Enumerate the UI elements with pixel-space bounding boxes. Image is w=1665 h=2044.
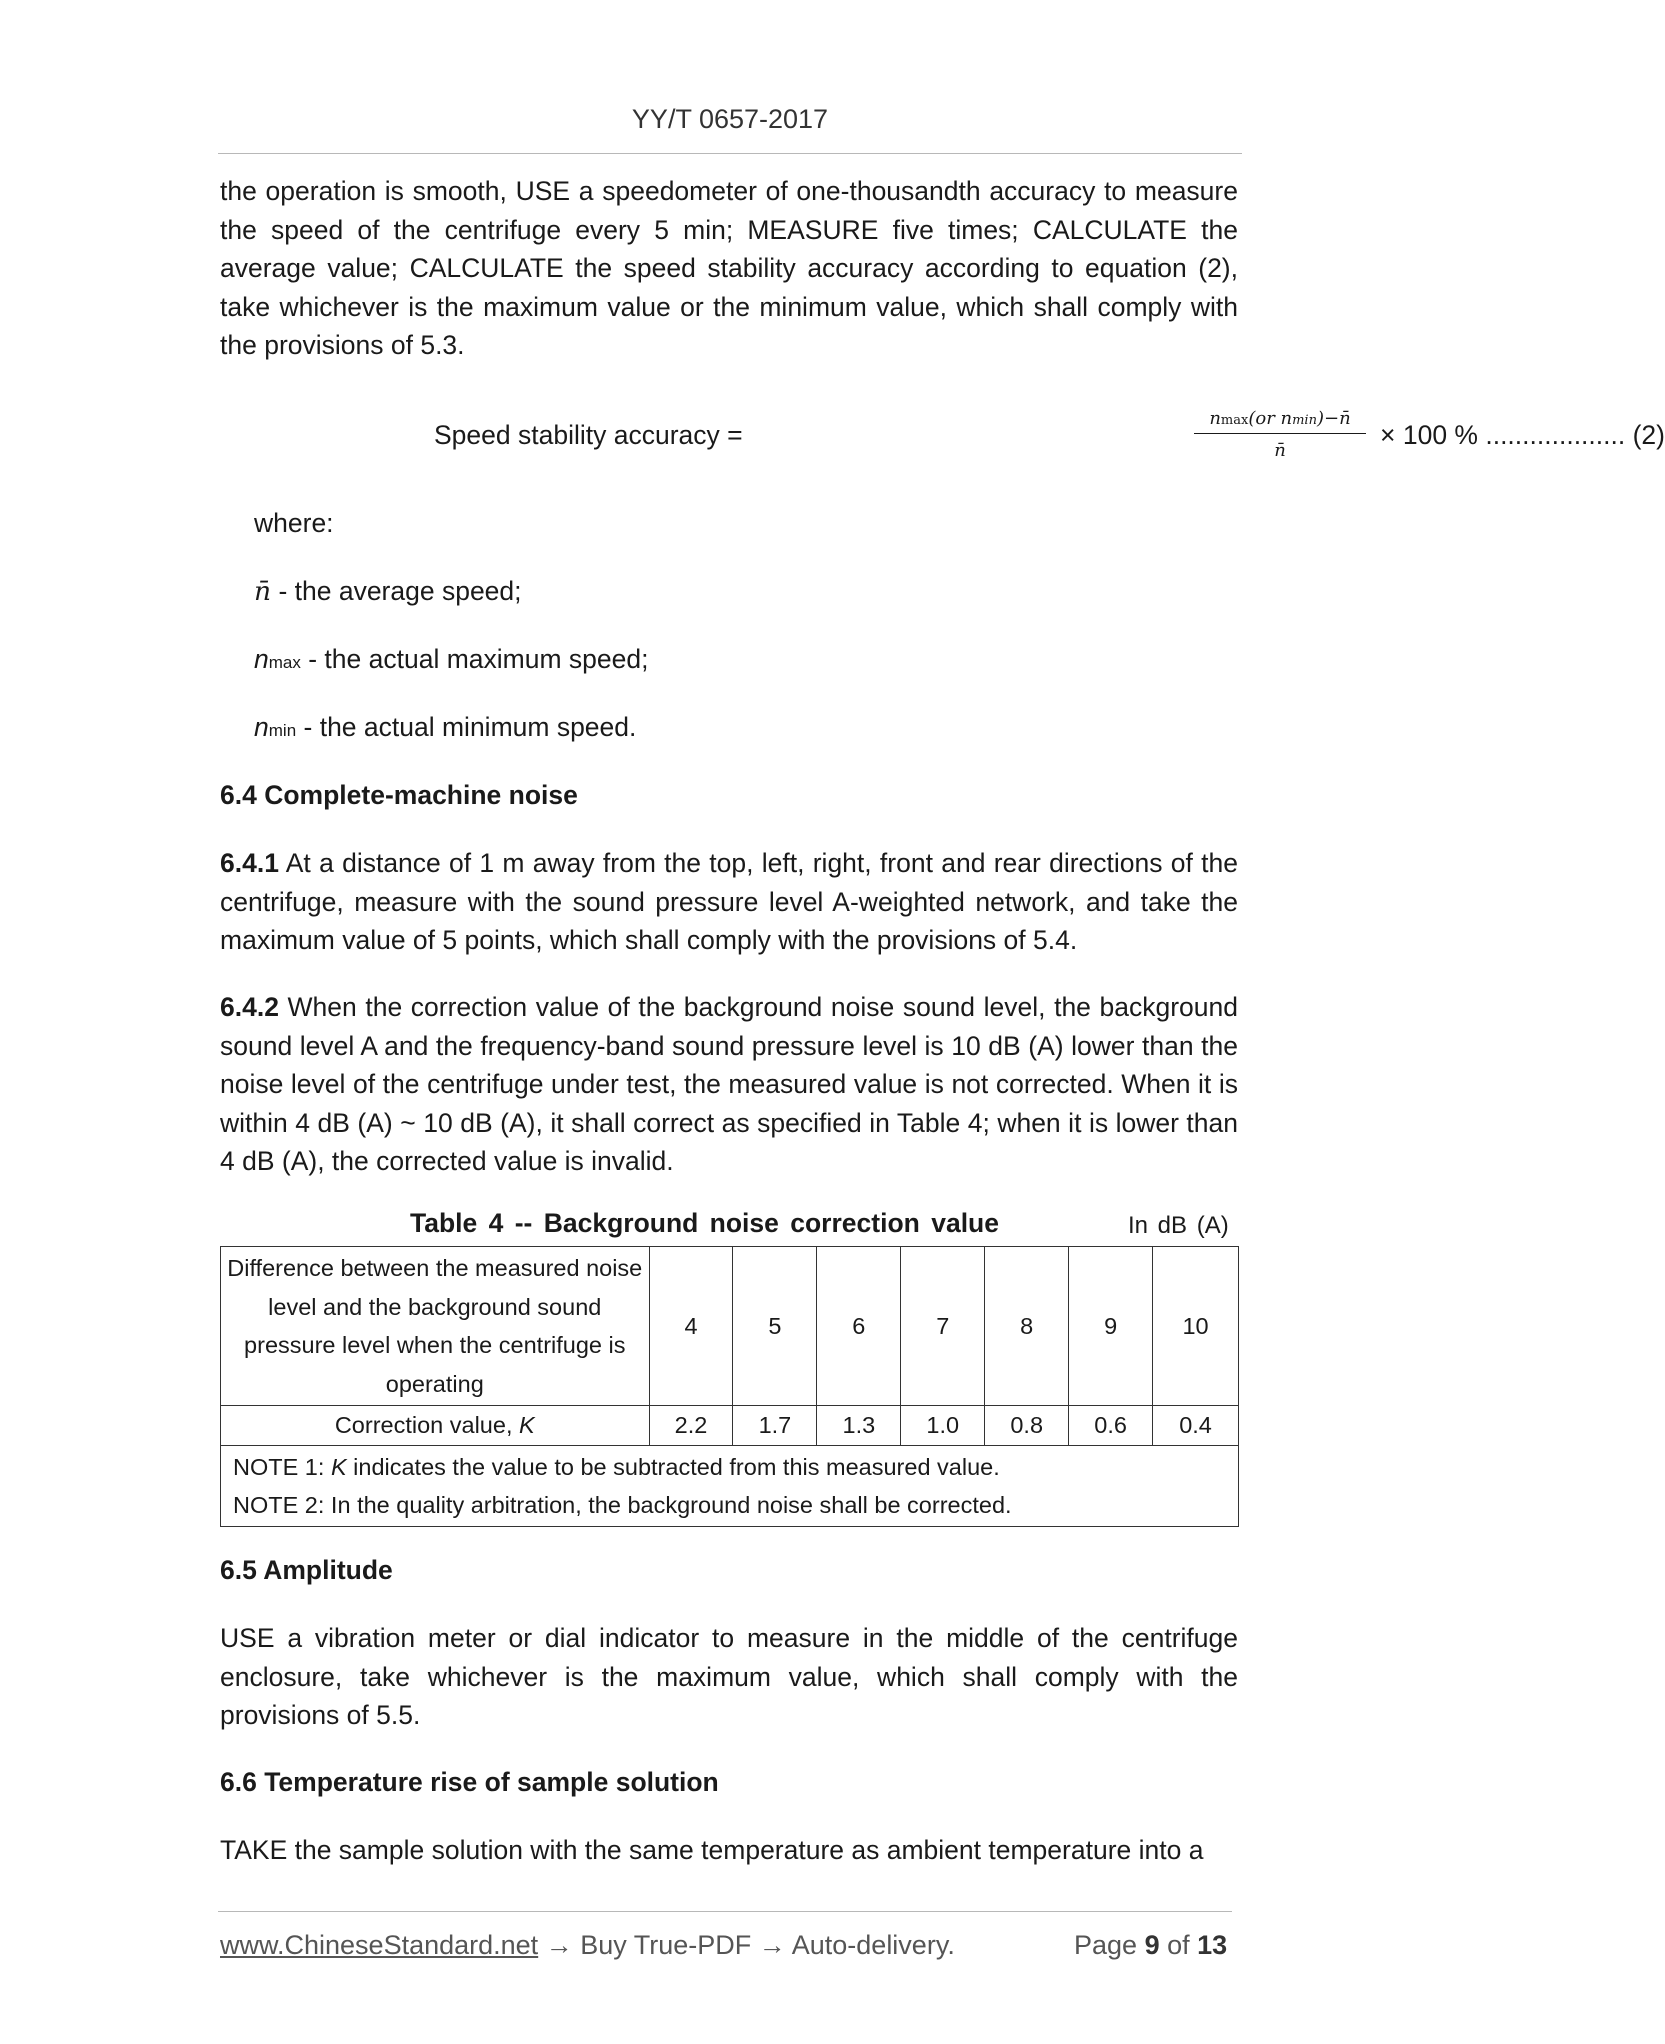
- table-cell: 1.3: [817, 1406, 901, 1446]
- table-cell: 2.2: [649, 1406, 733, 1446]
- numerator-subscript-2: min: [1292, 413, 1317, 428]
- where-item-text: - the actual maximum speed;: [300, 644, 649, 674]
- equation-label: Speed stability accuracy =: [434, 420, 743, 450]
- where-item-max: [254, 644, 648, 675]
- where-label: where:: [254, 508, 334, 538]
- table-cell: 5: [733, 1247, 817, 1406]
- where-item-text: - the actual minimum speed.: [296, 712, 637, 742]
- symbol-n: n: [254, 644, 269, 674]
- where-item-average: [254, 576, 522, 607]
- symbol-n: n: [254, 712, 269, 742]
- header-divider: [218, 153, 1242, 154]
- section-6-5-text: [220, 1619, 1238, 1735]
- section-6-4-title: 6.4 Complete-machine noise: [220, 780, 578, 810]
- row-header-difference: Difference between the measured noise level and the background sound pressure level when the centrifuge is operating: [221, 1247, 650, 1406]
- table-cell: 0.4: [1153, 1406, 1239, 1446]
- note-text: indicates the value to be subtracted from this measured value.: [346, 1454, 1000, 1480]
- paragraph-text: USE a vibration meter or dial indicator to measure in the middle of the centrifuge enclosure, take whichever is the maximum value, which shall comply with the provisions of 5.5.: [220, 1623, 1238, 1730]
- equation-fraction: [1194, 408, 1366, 461]
- table-cell: 9: [1069, 1247, 1153, 1406]
- numerator-symbol: n: [1209, 408, 1221, 429]
- clause-text: When the correction value of the background noise sound level, the background sound level A and the frequency-band sound pressure level is 10 dB (A) lower than the noise level of the centrifuge under test, the measured value is not corrected. When it is within 4 dB (A) ~ 10 dB (A), it shall correct as specified in Table 4; when it is lower than 4 dB (A), the corrected value is invalid.: [220, 992, 1238, 1176]
- table-row: [221, 1247, 1239, 1406]
- page-total: 13: [1197, 1930, 1228, 1960]
- clause-number: 6.4.1: [220, 848, 279, 878]
- table-cell: 8: [985, 1247, 1069, 1406]
- numerator-tail: )−n̄: [1316, 408, 1351, 429]
- note-prefix: NOTE 1:: [233, 1454, 331, 1480]
- where-item-min: [254, 712, 636, 743]
- footer-links: [220, 1930, 955, 1961]
- row-header-text: Correction value,: [334, 1412, 519, 1438]
- table-note-1: [233, 1448, 1226, 1486]
- note-symbol: K: [330, 1454, 347, 1480]
- table-row: [221, 1446, 1239, 1527]
- row-header-correction: [221, 1406, 650, 1446]
- speed-stability-equation: [434, 408, 1665, 468]
- table-cell: 4: [649, 1247, 733, 1406]
- clause-number: 6.4.2: [220, 992, 279, 1022]
- footer-divider: [218, 1911, 1232, 1912]
- clause-text: At a distance of 1 m away from the top, left, right, front and rear directions of the centrifuge, measure with the sound pressure level A-weighted network, and take the maximum value of 5 points, which shall comply with the provisions of 5.4.: [220, 848, 1238, 955]
- table-cell: 1.0: [901, 1406, 985, 1446]
- table-note-2: NOTE 2: In the quality arbitration, the background noise shall be corrected.: [233, 1492, 1012, 1518]
- symbol-n-bar: n̄: [254, 576, 272, 607]
- footer-tagline: → Buy True-PDF → Auto-delivery.: [538, 1930, 955, 1960]
- table-cell: 10: [1153, 1247, 1239, 1406]
- where-item-text: - the average speed;: [271, 576, 522, 606]
- page-of: of: [1159, 1930, 1198, 1960]
- equation-numerator: [1194, 408, 1366, 434]
- table-4-unit: In dB (A): [1128, 1212, 1229, 1239]
- table-cell: 6: [817, 1247, 901, 1406]
- page-current: 9: [1144, 1930, 1160, 1960]
- numerator-subscript: max: [1220, 413, 1249, 428]
- intro-paragraph: [220, 172, 1238, 365]
- chinesestandard-link[interactable]: www.ChineseStandard.net: [220, 1930, 539, 1960]
- document-code-header: YY/T 0657-2017: [631, 104, 829, 134]
- row-header-symbol: K: [519, 1412, 535, 1438]
- table-4-caption: Table 4 -- Background noise correction value: [410, 1208, 999, 1238]
- table-cell: 0.6: [1069, 1406, 1153, 1446]
- table-cell: 0.8: [985, 1406, 1069, 1446]
- symbol-subscript: min: [268, 721, 297, 740]
- table-cell: 1.7: [733, 1406, 817, 1446]
- table-row: [221, 1406, 1239, 1446]
- intro-paragraph-text: the operation is smooth, USE a speedometer of one-thousandth accuracy to measure the speed of the centrifuge every 5 min; MEASURE five times; CALCULATE the average value; CALCULATE the speed stability accuracy according to equation (2), take whichever is the maximum value or the minimum value, which shall comply with the provisions of 5.3.: [220, 176, 1238, 360]
- symbol-subscript: max: [268, 653, 301, 672]
- table-cell: 7: [901, 1247, 985, 1406]
- section-6-4-2: [220, 988, 1238, 1181]
- paragraph-text: TAKE the sample solution with the same temperature as ambient temperature into a: [220, 1835, 1204, 1865]
- table-4: [220, 1246, 1239, 1527]
- page-label: Page: [1074, 1930, 1145, 1960]
- section-6-6-title: 6.6 Temperature rise of sample solution: [220, 1767, 719, 1797]
- section-6-5-title: 6.5 Amplitude: [220, 1555, 393, 1585]
- equation-denominator: n̄: [1274, 440, 1286, 461]
- section-6-4-1: [220, 844, 1238, 960]
- table-notes: [221, 1446, 1239, 1527]
- page-number: [1074, 1930, 1227, 1961]
- equation-tail: × 100 % ................... (2): [1380, 420, 1665, 450]
- section-6-6-text: [220, 1831, 1238, 1870]
- numerator-or: (or n: [1248, 408, 1293, 429]
